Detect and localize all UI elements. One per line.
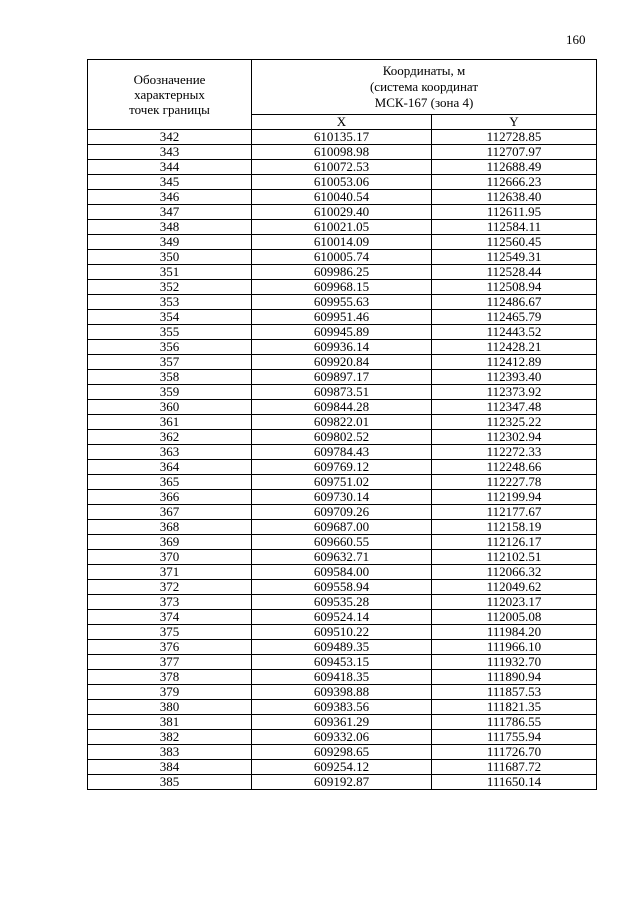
y-coordinate-cell: 112428.21 [432,340,597,355]
y-coordinate-cell: 112412.89 [432,355,597,370]
y-coordinate-cell: 112272.33 [432,445,597,460]
table-row [88,490,597,505]
y-coordinate-cell: 112486.67 [432,295,597,310]
coordinates-table [87,59,597,790]
point-id-cell: 342 [88,130,252,145]
y-coordinate-cell: 112508.94 [432,280,597,295]
header-y: Y [432,115,597,130]
x-coordinate-cell: 610021.05 [252,220,432,235]
point-id-cell: 384 [88,760,252,775]
x-coordinate-cell: 609751.02 [252,475,432,490]
point-id-cell: 352 [88,280,252,295]
table-row [88,280,597,295]
y-coordinate-cell: 112325.22 [432,415,597,430]
y-coordinate-cell: 112707.97 [432,145,597,160]
point-id-cell: 353 [88,295,252,310]
y-coordinate-cell: 112302.94 [432,430,597,445]
table-row [88,355,597,370]
table-row [88,325,597,340]
y-coordinate-cell: 111650.14 [432,775,597,790]
header-point-line-3: точек границы [129,102,210,117]
table-row [88,655,597,670]
x-coordinate-cell: 609822.01 [252,415,432,430]
x-coordinate-cell: 609936.14 [252,340,432,355]
y-coordinate-cell: 111857.53 [432,685,597,700]
x-coordinate-cell: 609584.00 [252,565,432,580]
point-id-cell: 355 [88,325,252,340]
x-coordinate-cell: 609730.14 [252,490,432,505]
point-id-cell: 347 [88,205,252,220]
point-id-cell: 371 [88,565,252,580]
table-row [88,565,597,580]
point-id-cell: 369 [88,535,252,550]
point-id-cell: 362 [88,430,252,445]
x-coordinate-cell: 609192.87 [252,775,432,790]
y-coordinate-cell: 112248.66 [432,460,597,475]
point-id-cell: 372 [88,580,252,595]
x-coordinate-cell: 610014.09 [252,235,432,250]
table-row [88,310,597,325]
x-coordinate-cell: 609361.29 [252,715,432,730]
point-id-cell: 358 [88,370,252,385]
x-coordinate-cell: 609398.88 [252,685,432,700]
table-row [88,250,597,265]
y-coordinate-cell: 112666.23 [432,175,597,190]
point-id-cell: 367 [88,505,252,520]
point-id-cell: 379 [88,685,252,700]
point-id-cell: 380 [88,700,252,715]
x-coordinate-cell: 609873.51 [252,385,432,400]
point-id-cell: 351 [88,265,252,280]
table-row [88,400,597,415]
table-row [88,415,597,430]
header-point-line-2: характерных [134,87,205,102]
point-id-cell: 354 [88,310,252,325]
point-id-cell: 378 [88,670,252,685]
y-coordinate-cell: 112688.49 [432,160,597,175]
point-id-cell: 364 [88,460,252,475]
x-coordinate-cell: 609844.28 [252,400,432,415]
point-id-cell: 377 [88,655,252,670]
page-number: 160 [566,32,586,47]
y-coordinate-cell: 111726.70 [432,745,597,760]
x-coordinate-cell: 609632.71 [252,550,432,565]
table-row [88,730,597,745]
table-header-row [88,60,597,115]
y-coordinate-cell: 112393.40 [432,370,597,385]
table-row [88,445,597,460]
x-coordinate-cell: 610135.17 [252,130,432,145]
x-coordinate-cell: 609660.55 [252,535,432,550]
y-coordinate-cell: 112728.85 [432,130,597,145]
x-coordinate-cell: 609709.26 [252,505,432,520]
y-coordinate-cell: 111755.94 [432,730,597,745]
header-coordinates [252,60,597,115]
header-coords-line-2: (система координат [369,79,479,94]
y-coordinate-cell: 111984.20 [432,625,597,640]
table-row [88,220,597,235]
x-coordinate-cell: 610040.54 [252,190,432,205]
x-coordinate-cell: 609254.12 [252,760,432,775]
x-coordinate-cell: 609535.28 [252,595,432,610]
point-id-cell: 360 [88,400,252,415]
table-row [88,550,597,565]
x-coordinate-cell: 609453.15 [252,655,432,670]
table-row [88,175,597,190]
point-id-cell: 344 [88,160,252,175]
point-id-cell: 373 [88,595,252,610]
x-coordinate-cell: 609383.56 [252,700,432,715]
y-coordinate-cell: 111932.70 [432,655,597,670]
x-coordinate-cell: 610072.53 [252,160,432,175]
x-coordinate-cell: 609920.84 [252,355,432,370]
point-id-cell: 368 [88,520,252,535]
table-row [88,520,597,535]
x-coordinate-cell: 609332.06 [252,730,432,745]
x-coordinate-cell: 609524.14 [252,610,432,625]
y-coordinate-cell: 112023.17 [432,595,597,610]
table-row [88,505,597,520]
x-coordinate-cell: 609298.65 [252,745,432,760]
y-coordinate-cell: 112066.32 [432,565,597,580]
header-x: X [252,115,432,130]
x-coordinate-cell: 609687.00 [252,520,432,535]
y-coordinate-cell: 112549.31 [432,250,597,265]
table-body [88,130,597,790]
x-coordinate-cell: 609986.25 [252,265,432,280]
x-coordinate-cell: 609951.46 [252,310,432,325]
table-row [88,265,597,280]
point-id-cell: 385 [88,775,252,790]
point-id-cell: 374 [88,610,252,625]
x-coordinate-cell: 610029.40 [252,205,432,220]
point-id-cell: 366 [88,490,252,505]
y-coordinate-cell: 112465.79 [432,310,597,325]
table-row [88,160,597,175]
table-row [88,760,597,775]
point-id-cell: 357 [88,355,252,370]
y-coordinate-cell: 111821.35 [432,700,597,715]
x-coordinate-cell: 609558.94 [252,580,432,595]
table-row [88,130,597,145]
y-coordinate-cell: 112177.67 [432,505,597,520]
point-id-cell: 343 [88,145,252,160]
table-row [88,640,597,655]
y-coordinate-cell: 112049.62 [432,580,597,595]
table-row [88,610,597,625]
point-id-cell: 382 [88,730,252,745]
point-id-cell: 361 [88,415,252,430]
table-row [88,370,597,385]
point-id-cell: 370 [88,550,252,565]
point-id-cell: 365 [88,475,252,490]
table-row [88,625,597,640]
table-row [88,670,597,685]
point-id-cell: 381 [88,715,252,730]
point-id-cell: 345 [88,175,252,190]
y-coordinate-cell: 111786.55 [432,715,597,730]
table-row [88,385,597,400]
y-coordinate-cell: 112158.19 [432,520,597,535]
table-row [88,715,597,730]
x-coordinate-cell: 609510.22 [252,625,432,640]
point-id-cell: 356 [88,340,252,355]
y-coordinate-cell: 111687.72 [432,760,597,775]
y-coordinate-cell: 112611.95 [432,205,597,220]
y-coordinate-cell: 112638.40 [432,190,597,205]
table-row [88,460,597,475]
x-coordinate-cell: 609897.17 [252,370,432,385]
point-id-cell: 349 [88,235,252,250]
point-id-cell: 375 [88,625,252,640]
table-row [88,340,597,355]
table-row [88,190,597,205]
table-row [88,535,597,550]
x-coordinate-cell: 609769.12 [252,460,432,475]
point-id-cell: 376 [88,640,252,655]
table-row [88,775,597,790]
y-coordinate-cell: 112560.45 [432,235,597,250]
table-row [88,745,597,760]
y-coordinate-cell: 112584.11 [432,220,597,235]
x-coordinate-cell: 609418.35 [252,670,432,685]
y-coordinate-cell: 112126.17 [432,535,597,550]
y-coordinate-cell: 112199.94 [432,490,597,505]
y-coordinate-cell: 112005.08 [432,610,597,625]
y-coordinate-cell: 112227.78 [432,475,597,490]
header-point-designation [88,60,252,130]
y-coordinate-cell: 111890.94 [432,670,597,685]
table-row [88,475,597,490]
x-coordinate-cell: 610098.98 [252,145,432,160]
table-row [88,205,597,220]
point-id-cell: 383 [88,745,252,760]
x-coordinate-cell: 609489.35 [252,640,432,655]
point-id-cell: 350 [88,250,252,265]
x-coordinate-cell: 609968.15 [252,280,432,295]
table-row [88,235,597,250]
point-id-cell: 346 [88,190,252,205]
y-coordinate-cell: 112347.48 [432,400,597,415]
x-coordinate-cell: 610005.74 [252,250,432,265]
header-point-line-1: Обозначение [133,72,206,87]
table-row [88,580,597,595]
table-row [88,685,597,700]
x-coordinate-cell: 609802.52 [252,430,432,445]
point-id-cell: 363 [88,445,252,460]
y-coordinate-cell: 111966.10 [432,640,597,655]
x-coordinate-cell: 609784.43 [252,445,432,460]
header-coords-line-3: МСК-167 (зона 4) [374,95,474,110]
table-row [88,430,597,445]
x-coordinate-cell: 609955.63 [252,295,432,310]
y-coordinate-cell: 112102.51 [432,550,597,565]
table-row [88,700,597,715]
x-coordinate-cell: 609945.89 [252,325,432,340]
point-id-cell: 359 [88,385,252,400]
x-coordinate-cell: 610053.06 [252,175,432,190]
y-coordinate-cell: 112443.52 [432,325,597,340]
y-coordinate-cell: 112373.92 [432,385,597,400]
header-coords-line-1: Координаты, м [382,63,466,78]
point-id-cell: 348 [88,220,252,235]
table-row [88,145,597,160]
table-row [88,295,597,310]
table-row [88,595,597,610]
y-coordinate-cell: 112528.44 [432,265,597,280]
